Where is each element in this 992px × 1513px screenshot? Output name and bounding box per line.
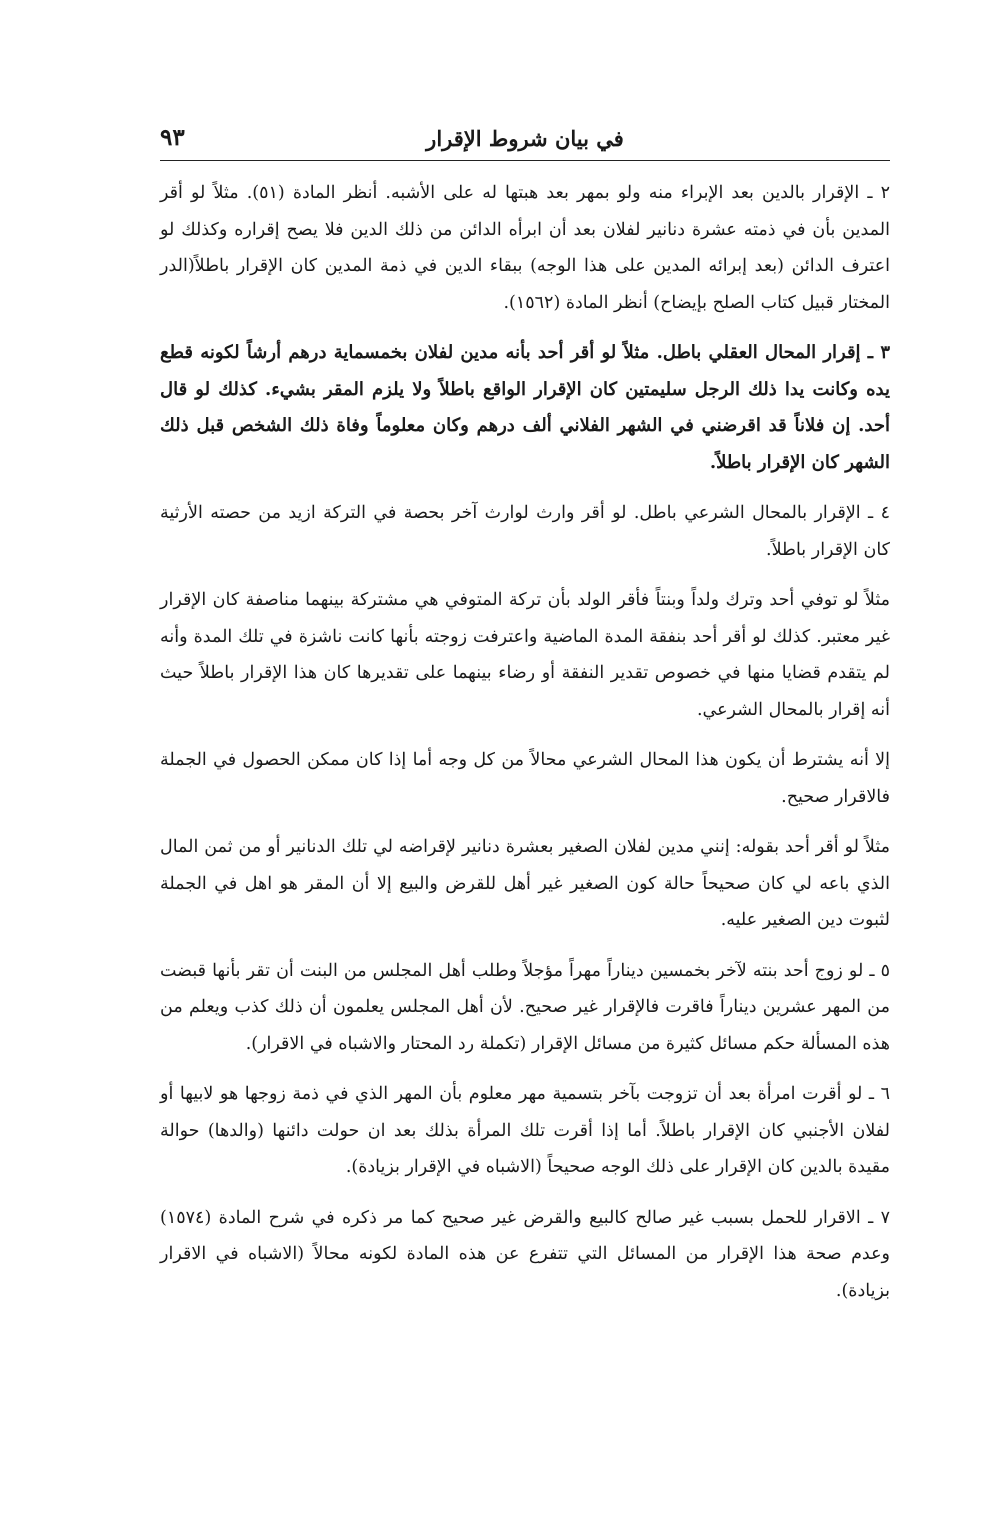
- paragraph-item-7: ٧ ـ الاقرار للحمل بسبب غير صالح كالبيع والقرض غير صحيح كما مر ذكره في شرح المادة (١٥٧٤) وعدم صحة هذا الإقرار من المسائل التي تتفرع عن هذه المادة لكونه محالاً (الاشباه في الاقرار بزيادة).: [160, 1207, 890, 1301]
- page-number: ٩٣: [160, 124, 185, 151]
- paragraph-condition: إلا أنه يشترط أن يكون هذا المحال الشرعي محالاً من كل وجه أما إذا كان ممكن الحصول في الجملة فالاقرار صحيح.: [160, 750, 890, 807]
- document-page: [160, 122, 890, 1323]
- page-body: [160, 175, 890, 1309]
- running-title: في بيان شروط الإقرار: [426, 126, 624, 151]
- paragraph-item-4: ٤ ـ الإقرار بالمحال الشرعي باطل. لو أقر وارث لوارث آخر بحصة في التركة ازيد من حصته الأرثية كان الإقرار باطلاً.: [160, 503, 890, 560]
- paragraph-item-2: ٢ ـ الإقرار بالدين بعد الإبراء منه ولو بمهر بعد هبتها له على الأشبه. أنظر المادة (٥١). مثلاً لو أقر المدين بأن في ذمته عشرة دنانير لفلان بعد أن ابرأه الدائن من ذلك الدين فلا يصح إقراره وكذلك لو اعترف الدائن (بعد إبرائه المدين على هذا الوجه) ببقاء الدين في ذمة المدين كان الإقرار باطلاً(الدر المختار قبيل كتاب الصلح بإيضاح) أنظر المادة (١٥٦٢).: [160, 183, 890, 313]
- paragraph-item-5: ٥ ـ لو زوج أحد بنته لآخر بخمسين ديناراً مهراً مؤجلاً وطلب أهل المجلس من البنت أن تقر بأنها قبضت من المهر عشرين ديناراً فاقرت فالإقرار غير صحيح. لأن أهل المجلس يعلمون أن ذلك كذب ويعلم من هذه المسألة حكم مسائل كثيرة من مسائل الإقرار (تكملة رد المحتار والاشباه في الاقرار).: [160, 960, 890, 1054]
- paragraph-example-inheritance: مثلاً لو توفي أحد وترك ولداً وبنتاً فأقر الولد بأن تركة المتوفي هي مشتركة بينهما مناصفة كان الإقرار غير معتبر. كذلك لو أقر أحد بنفقة المدة الماضية واعترفت زوجته بأنها كانت ناشزة في تلك المدة وأنه لم يتقدم قضايا منها في خصوص تقدير النفقة أو رضاء بينهما على تقديرها كان هذا الإقرار باطلاً حيث أنه إقرار بالمحال الشرعي.: [160, 590, 890, 720]
- paragraph-item-6: ٦ ـ لو أقرت امرأة بعد أن تزوجت بآخر بتسمية مهر معلوم بأن المهر الذي في ذمة زوجها هو لابيها أو لفلان الأجنبي كان الإقرار باطلاً. أما إذا أقرت تلك المرأة بذلك بعد ان حولت دائنها (والدها) حوالة مقيدة بالدين كان الإقرار على ذلك الوجه صحيحاً (الاشباه في الإقرار بزيادة).: [160, 1084, 890, 1177]
- paragraph-item-3: ٣ ـ إقرار المحال العقلي باطل. مثلاً لو أقر أحد بأنه مدين لفلان بخمسماية درهم أرشاً لكونه قطع يده وكانت يدا ذلك الرجل سليمتين كان الإقرار الواقع باطلاً ولا يلزم المقر بشيء. كذلك لو قال أحد. إن فلاناً قد اقرضني في الشهر الفلاني ألف درهم وكان معلوماً وفاة ذلك الشخص قبل ذلك الشهر كان الإقرار باطلاً.: [160, 342, 890, 473]
- page-header: [160, 122, 890, 161]
- paragraph-example-minor: مثلاً لو أقر أحد بقوله: إنني مدين لفلان الصغير بعشرة دنانير لإقراضه لي تلك الدنانير أو من ثمن المال الذي باعه لي كان صحيحاً حالة كون الصغير غير أهل للقرض والبيع إلا أن المقر هو اهل في الجملة لثبوت دين الصغير عليه.: [160, 837, 890, 930]
